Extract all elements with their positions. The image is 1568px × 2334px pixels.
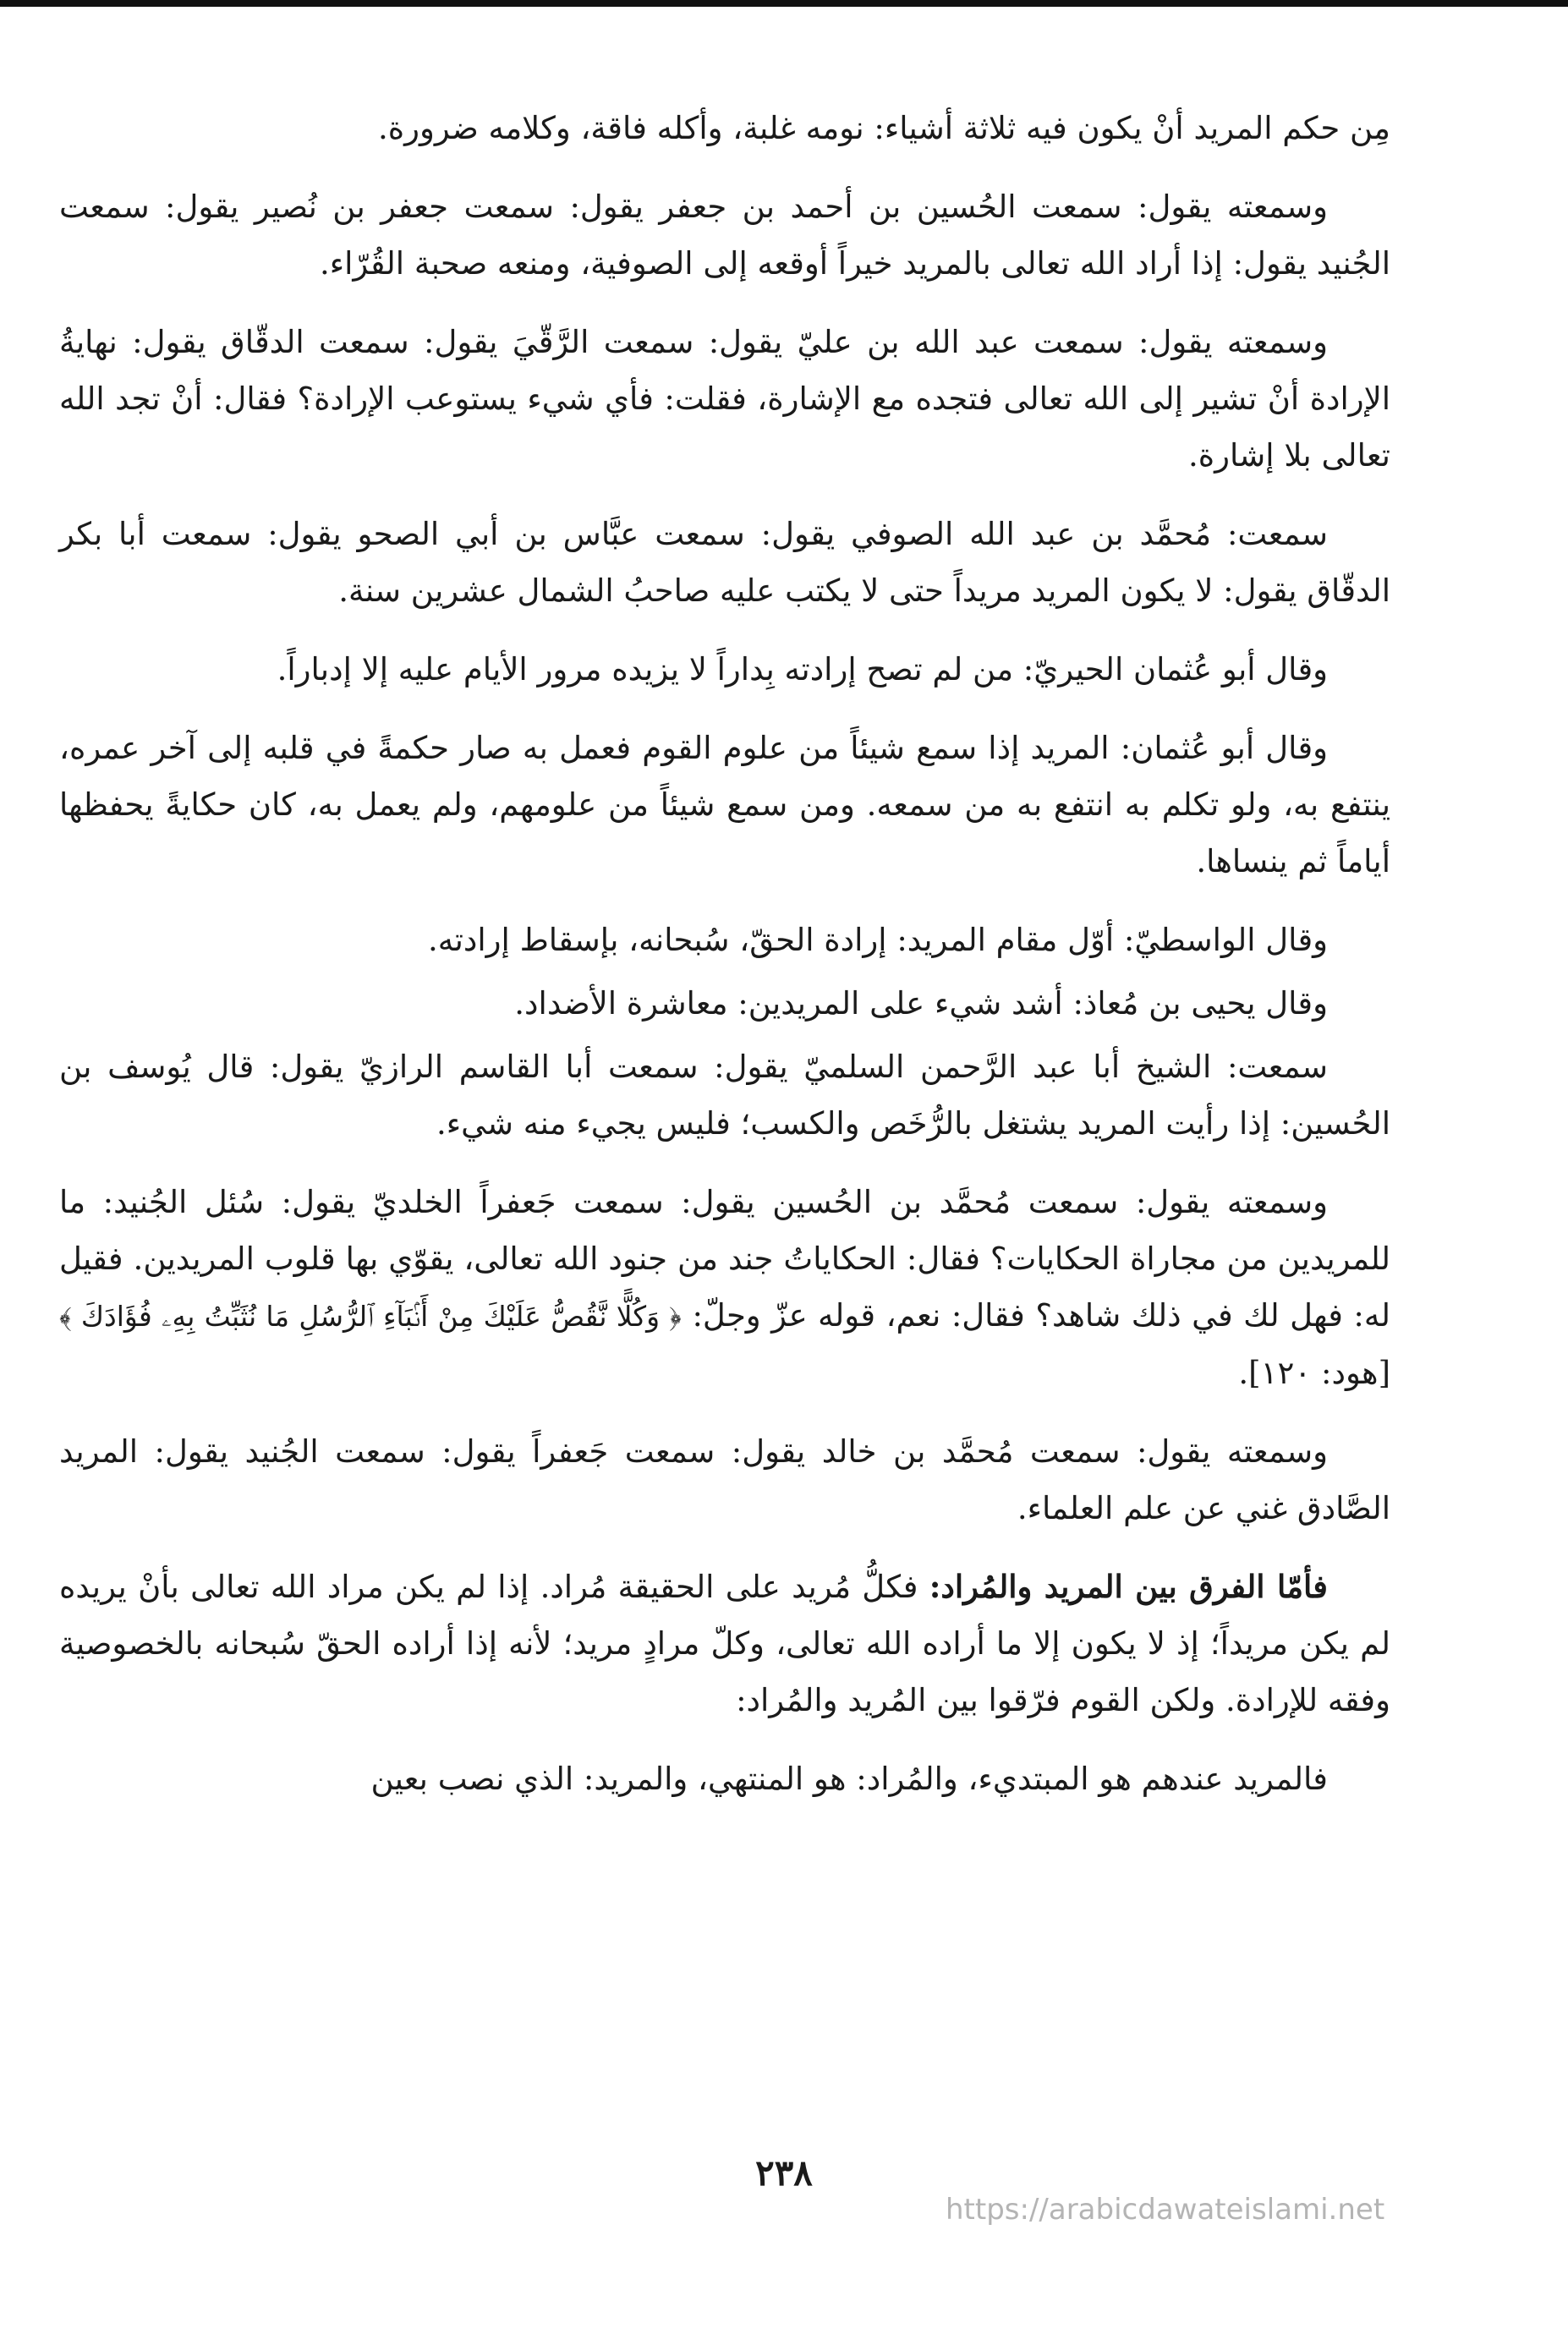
- page-body: [59, 100, 1390, 1829]
- paragraph-11: وسمعته يقول: سمعت مُحمَّد بن خالد يقول: سمعت جَعفراً يقول: سمعت الجُنيد يقول: المريد الصَّادق غني عن علم العلماء.: [59, 1433, 1390, 1526]
- paragraph-12: [59, 1559, 1390, 1729]
- quran-verse: ﴿ وَكُلًّا نَّقُصُّ عَلَيْكَ مِنْ أَنۢبَآءِ ٱلرُّسُلِ مَا نُثَبِّتُ بِهِۦ فُؤَادَكَ ﴾: [59, 1300, 682, 1333]
- paragraph-10: [59, 1174, 1390, 1401]
- paragraph-9: سمعت: الشيخ أبا عبد الرَّحمن السلميّ يقول: سمعت أبا القاسم الرازيّ يقول: قال يُوسف بن الحُسين: إذا رأيت المريد يشتغل بالرُّخَص والكسب؛ فليس يجيء منه شيء.: [59, 1049, 1390, 1142]
- paragraph-6: وقال أبو عُثمان: المريد إذا سمع شيئاً من علوم القوم فعمل به صار حكمةً في قلبه إلى آخر عمره، ينتفع به، ولو تكلم به انتفع به من سمعه. ومن سمع شيئاً من علومهم، ولم يعمل به، كان حكايةً يحفظها أياماً ثم ينساها.: [59, 730, 1390, 879]
- page-number: ٢٣٨: [755, 2152, 813, 2194]
- paragraph-2: وسمعته يقول: سمعت الحُسين بن أحمد بن جعفر يقول: سمعت جعفر بن نُصير يقول: سمعت الجُنيد يقول: إذا أراد الله تعالى بالمريد خيراً أوقعه إلى الصوفية، ومنعه صحبة القُرّاء.: [59, 189, 1390, 282]
- paragraph-1: مِن حكم المريد أنْ يكون فيه ثلاثة أشياء: نومه غلبة، وأكله فاقة، وكلامه ضرورة.: [378, 110, 1390, 146]
- paragraph-13: فالمريد عندهم هو المبتديء، والمُراد: هو المنتهي، والمريد: الذي نصب بعين: [370, 1761, 1328, 1797]
- paragraph-5: وقال أبو عُثمان الحيريّ: من لم تصح إرادته بِداراً لا يزيده مرور الأيام عليه إلا إدباراً.: [277, 651, 1328, 688]
- paragraph-10-text: وسمعته يقول: سمعت مُحمَّد بن الحُسين يقول: سمعت جَعفراً الخلديّ يقول: سُئل الجُنيد: ما للمريدين من مجاراة الحكايات؟ فقال: الحكاياتُ جند من جنود الله تعالى، يقوّي بها قلوب المريدين. فقيل له: فهل لك في ذلك شاهد؟ فقال: نعم، قوله عزّ وجلّ:: [59, 1184, 1390, 1334]
- quran-reference: [هود: ١٢٠].: [1238, 1355, 1390, 1391]
- paragraph-3: وسمعته يقول: سمعت عبد الله بن عليّ يقول: سمعت الرَّقّيَ يقول: سمعت الدقّاق يقول: نهايةُ الإرادة أنْ تشير إلى الله تعالى فتجده مع الإشارة، فقلت: فأي شيء يستوعب الإرادة؟ فقال: أنْ تجد الله تعالى بلا إشارة.: [59, 324, 1390, 474]
- section-lead: فأمّا الفرق بين المريد والمُراد:: [929, 1568, 1328, 1605]
- paragraph-7: وقال الواسطيّ: أوّل مقام المريد: إرادة الحقّ، سُبحانه، بإسقاط إرادته.: [428, 922, 1328, 958]
- paragraph-12-text: فكلُّ مُريد على الحقيقة مُراد. إذا لم يكن مراد الله تعالى بأنْ يريده لم يكن مريداً؛ إذ لا يكون إلا ما أراده الله تعالى، وكلّ مرادٍ مريد؛ لأنه إذا أراده الحقّ سُبحانه بالخصوصية وفقه للإرادة. ولكن القوم فرّقوا بين المُريد والمُراد:: [59, 1569, 1390, 1718]
- paragraph-8: وقال يحيى بن مُعاذ: أشد شيء على المريدين: معاشرة الأضداد.: [514, 985, 1328, 1022]
- top-border-rule: [0, 0, 1568, 7]
- paragraph-4: سمعت: مُحمَّد بن عبد الله الصوفي يقول: سمعت عبَّاس بن أبي الصحو يقول: سمعت أبا بكر الدقّاق يقول: لا يكون المريد مريداً حتى لا يكتب عليه صاحبُ الشمال عشرين سنة.: [59, 516, 1390, 609]
- watermark-url: https://arabicdawateislami.net: [946, 2193, 1385, 2227]
